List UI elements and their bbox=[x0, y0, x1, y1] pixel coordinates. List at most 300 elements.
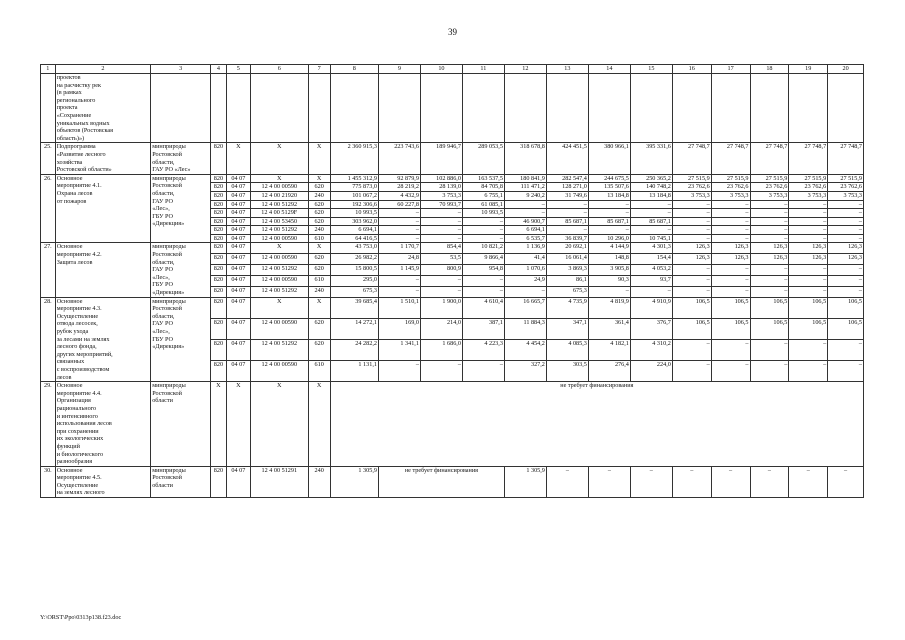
data-cell: – bbox=[420, 226, 462, 235]
data-cell: 1 900,0 bbox=[420, 297, 462, 318]
data-cell: 180 841,9 bbox=[504, 174, 546, 183]
column-number-17: 17 bbox=[711, 65, 750, 74]
data-cell bbox=[211, 74, 227, 143]
data-cell bbox=[250, 74, 308, 143]
column-number-18: 18 bbox=[750, 65, 789, 74]
row-number: 27. bbox=[41, 243, 56, 297]
data-cell: – bbox=[588, 209, 630, 218]
data-cell: 10 745,1 bbox=[630, 234, 672, 243]
data-cell: – bbox=[750, 226, 789, 235]
total-cell: 1 305,9 bbox=[330, 466, 378, 497]
data-cell: – bbox=[711, 265, 750, 276]
data-cell: 192 306,6 bbox=[330, 200, 378, 209]
data-cell: 820 bbox=[211, 234, 227, 243]
data-cell: 276,4 bbox=[588, 361, 630, 382]
data-cell: 3 753,3 bbox=[672, 191, 711, 200]
data-cell: 84 705,8 bbox=[462, 183, 504, 192]
data-cell: 04 07 bbox=[226, 243, 250, 254]
data-cell: 85 687,1 bbox=[588, 217, 630, 226]
row-number: 30. bbox=[41, 466, 56, 497]
data-cell: 4 610,4 bbox=[462, 297, 504, 318]
data-cell: X bbox=[250, 143, 308, 174]
data-cell: X bbox=[250, 243, 308, 254]
data-cell: 11 884,3 bbox=[504, 318, 546, 339]
data-cell: – bbox=[711, 339, 750, 360]
data-cell: 820 bbox=[211, 191, 227, 200]
data-cell: 620 bbox=[308, 217, 330, 226]
data-cell: – bbox=[789, 361, 828, 382]
data-cell: X bbox=[308, 297, 330, 318]
data-cell: – bbox=[672, 209, 711, 218]
data-cell: 775 873,0 bbox=[330, 183, 378, 192]
data-cell: 675,3 bbox=[330, 286, 378, 297]
data-cell: – bbox=[828, 234, 864, 243]
data-cell: 12 4 00 00590 bbox=[250, 275, 308, 286]
data-cell: 2 360 915,3 bbox=[330, 143, 378, 174]
data-cell: – bbox=[828, 200, 864, 209]
data-cell bbox=[504, 74, 546, 143]
data-cell: 4 144,9 bbox=[588, 243, 630, 254]
data-cell: X bbox=[308, 143, 330, 174]
data-cell: 620 bbox=[308, 265, 330, 276]
data-cell bbox=[378, 74, 420, 143]
data-cell: 12 4 00 00590 bbox=[250, 318, 308, 339]
column-number-3: 3 bbox=[151, 65, 211, 74]
data-cell: 4 910,9 bbox=[630, 297, 672, 318]
data-cell: 106,5 bbox=[828, 297, 864, 318]
data-cell: – bbox=[711, 226, 750, 235]
column-number-12: 12 bbox=[504, 65, 546, 74]
data-cell: 12 4 00 53450 bbox=[250, 217, 308, 226]
data-cell: 240 bbox=[308, 226, 330, 235]
data-cell: – bbox=[378, 286, 420, 297]
data-cell: 1 131,1 bbox=[330, 361, 378, 382]
data-cell bbox=[828, 74, 864, 143]
data-cell: 10 821,2 bbox=[462, 243, 504, 254]
data-cell: 111 471,2 bbox=[504, 183, 546, 192]
data-cell: – bbox=[828, 217, 864, 226]
data-cell: 1 170,7 bbox=[378, 243, 420, 254]
data-cell: 04 07 bbox=[226, 361, 250, 382]
column-number-7: 7 bbox=[308, 65, 330, 74]
data-cell: 16 665,7 bbox=[504, 297, 546, 318]
data-cell: – bbox=[588, 286, 630, 297]
data-cell: – bbox=[504, 286, 546, 297]
data-cell: 148,8 bbox=[588, 254, 630, 265]
program-name: Основное мероприятие 4.3. Осуществление отвода лесосек, рубок ухода за лесами на землях лесного фонда, других мероприятий, связанных с воспроизводством лесов bbox=[55, 297, 151, 382]
data-cell bbox=[462, 74, 504, 143]
data-cell: 387,1 bbox=[462, 318, 504, 339]
data-cell: 376,7 bbox=[630, 318, 672, 339]
data-cell: 12 4 00 00590 bbox=[250, 361, 308, 382]
data-cell: 126,3 bbox=[789, 254, 828, 265]
data-cell: 620 bbox=[308, 200, 330, 209]
data-cell: 60 227,8 bbox=[378, 200, 420, 209]
data-cell: – bbox=[789, 286, 828, 297]
data-cell: 92 879,9 bbox=[378, 174, 420, 183]
data-cell: – bbox=[462, 226, 504, 235]
table-row bbox=[41, 174, 864, 183]
data-cell: 04 07 bbox=[226, 183, 250, 192]
data-cell: – bbox=[630, 209, 672, 218]
data-cell: 101 067,2 bbox=[330, 191, 378, 200]
data-cell: 303 962,0 bbox=[330, 217, 378, 226]
data-cell: 41,4 bbox=[504, 254, 546, 265]
data-cell: – bbox=[672, 361, 711, 382]
data-cell: 820 bbox=[211, 254, 227, 265]
data-cell: 106,5 bbox=[789, 297, 828, 318]
data-cell bbox=[226, 74, 250, 143]
data-cell: 6 694,1 bbox=[330, 226, 378, 235]
data-cell: – bbox=[672, 234, 711, 243]
data-cell: – bbox=[546, 200, 588, 209]
table-row bbox=[41, 297, 864, 318]
code-cell: 820 bbox=[211, 466, 227, 497]
data-cell: 27 748,7 bbox=[672, 143, 711, 174]
data-cell: 295,0 bbox=[330, 275, 378, 286]
code-cell: X bbox=[250, 382, 308, 467]
data-cell: – bbox=[420, 209, 462, 218]
column-number-14: 14 bbox=[588, 65, 630, 74]
data-cell: 820 bbox=[211, 361, 227, 382]
data-cell: 28 219,2 bbox=[378, 183, 420, 192]
data-cell: 23 762,6 bbox=[750, 183, 789, 192]
data-cell: 102 886,0 bbox=[420, 174, 462, 183]
data-cell: 6 755,1 bbox=[462, 191, 504, 200]
data-cell: – bbox=[462, 234, 504, 243]
data-cell: 820 bbox=[211, 217, 227, 226]
column-number-5: 5 bbox=[226, 65, 250, 74]
data-cell: 24,9 bbox=[504, 275, 546, 286]
data-cell: 13 184,8 bbox=[630, 191, 672, 200]
data-cell: – bbox=[462, 286, 504, 297]
data-cell: 1 305,9 bbox=[504, 466, 546, 497]
data-cell: 224,0 bbox=[630, 361, 672, 382]
data-cell: – bbox=[750, 209, 789, 218]
page-number: 39 bbox=[448, 27, 457, 37]
column-number-20: 20 bbox=[828, 65, 864, 74]
column-number-1: 1 bbox=[41, 65, 56, 74]
data-cell: 26 982,2 bbox=[330, 254, 378, 265]
data-cell: 04 07 bbox=[226, 254, 250, 265]
data-cell: – bbox=[711, 200, 750, 209]
data-cell: – bbox=[750, 339, 789, 360]
data-cell: 610 bbox=[308, 234, 330, 243]
data-cell: 4 223,3 bbox=[462, 339, 504, 360]
data-cell: 12 4 00 51292 bbox=[250, 226, 308, 235]
data-cell: 04 07 bbox=[226, 297, 250, 318]
data-cell: X bbox=[308, 174, 330, 183]
data-cell: 1 145,9 bbox=[378, 265, 420, 276]
data-cell bbox=[711, 74, 750, 143]
data-cell: – bbox=[378, 275, 420, 286]
data-cell: – bbox=[504, 209, 546, 218]
data-cell: – bbox=[828, 275, 864, 286]
data-cell: – bbox=[750, 361, 789, 382]
data-cell: 106,5 bbox=[750, 318, 789, 339]
data-cell: 1 510,1 bbox=[378, 297, 420, 318]
data-cell: 4 301,3 bbox=[630, 243, 672, 254]
data-cell: 820 bbox=[211, 226, 227, 235]
data-cell: 70 993,7 bbox=[420, 200, 462, 209]
data-cell: – bbox=[828, 466, 864, 497]
data-cell: – bbox=[672, 217, 711, 226]
data-cell: – bbox=[750, 217, 789, 226]
data-cell: 9 866,4 bbox=[462, 254, 504, 265]
data-cell: 12 4 00 51292 bbox=[250, 339, 308, 360]
column-number-9: 9 bbox=[378, 65, 420, 74]
data-cell: 854,4 bbox=[420, 243, 462, 254]
data-cell: – bbox=[588, 466, 630, 497]
data-cell: – bbox=[672, 286, 711, 297]
data-cell: X bbox=[250, 297, 308, 318]
data-cell: 240 bbox=[308, 286, 330, 297]
data-cell: 126,3 bbox=[789, 243, 828, 254]
data-cell: 675,3 bbox=[546, 286, 588, 297]
data-cell: 126,3 bbox=[828, 243, 864, 254]
data-cell: 12 4 00 51292 bbox=[250, 200, 308, 209]
data-cell: – bbox=[462, 217, 504, 226]
data-cell: 820 bbox=[211, 183, 227, 192]
data-cell: – bbox=[789, 200, 828, 209]
data-cell: 12 4 00 00590 bbox=[250, 254, 308, 265]
data-cell: – bbox=[462, 275, 504, 286]
code-cell: 12 4 00 51291 bbox=[250, 466, 308, 497]
data-cell: 10 993,5 bbox=[462, 209, 504, 218]
data-cell: 820 bbox=[211, 286, 227, 297]
data-cell: 23 762,6 bbox=[711, 183, 750, 192]
data-cell bbox=[588, 74, 630, 143]
data-cell: – bbox=[378, 234, 420, 243]
data-cell: 395 331,6 bbox=[630, 143, 672, 174]
data-cell: – bbox=[546, 226, 588, 235]
data-cell: 15 800,5 bbox=[330, 265, 378, 276]
data-cell: 820 bbox=[211, 143, 227, 174]
data-cell: 106,5 bbox=[711, 297, 750, 318]
row-number: 28. bbox=[41, 297, 56, 382]
data-cell: – bbox=[789, 226, 828, 235]
data-cell: 800,9 bbox=[420, 265, 462, 276]
data-cell: 4 454,2 bbox=[504, 339, 546, 360]
data-cell: 3 869,3 bbox=[546, 265, 588, 276]
data-cell: 4 432,9 bbox=[378, 191, 420, 200]
data-cell: – bbox=[789, 265, 828, 276]
data-cell bbox=[330, 74, 378, 143]
data-cell: – bbox=[750, 234, 789, 243]
column-number-8: 8 bbox=[330, 65, 378, 74]
no-funding-note: не требует финансирования bbox=[330, 382, 863, 467]
data-cell: – bbox=[789, 275, 828, 286]
data-cell: 6 535,7 bbox=[504, 234, 546, 243]
data-cell: 820 bbox=[211, 209, 227, 218]
data-cell: 31 749,6 bbox=[546, 191, 588, 200]
data-cell: 04 07 bbox=[226, 275, 250, 286]
table-row bbox=[41, 466, 864, 497]
data-cell: 289 053,5 bbox=[462, 143, 504, 174]
data-cell: – bbox=[420, 275, 462, 286]
data-cell: – bbox=[630, 226, 672, 235]
data-cell: 154,4 bbox=[630, 254, 672, 265]
table-row bbox=[41, 143, 864, 174]
data-cell: 4 310,2 bbox=[630, 339, 672, 360]
data-cell: 954,8 bbox=[462, 265, 504, 276]
data-cell: 250 365,2 bbox=[630, 174, 672, 183]
data-cell: 361,4 bbox=[588, 318, 630, 339]
data-cell: 16 061,4 bbox=[546, 254, 588, 265]
data-cell: X bbox=[308, 243, 330, 254]
data-cell: 12 4 00 5129F bbox=[250, 209, 308, 218]
data-cell: 163 537,5 bbox=[462, 174, 504, 183]
data-cell: 126,3 bbox=[750, 243, 789, 254]
responsible-party bbox=[151, 74, 211, 143]
code-cell: X bbox=[226, 382, 250, 467]
data-cell: 20 692,1 bbox=[546, 243, 588, 254]
column-number-11: 11 bbox=[462, 65, 504, 74]
data-cell: 106,5 bbox=[789, 318, 828, 339]
data-cell: – bbox=[828, 209, 864, 218]
responsible-party: минприроды Ростовской области, ГАУ РО «Лес», ГБУ РО «Дирекция» bbox=[151, 297, 211, 382]
data-cell: 61 085,1 bbox=[462, 200, 504, 209]
data-cell bbox=[630, 74, 672, 143]
data-cell: 27 748,7 bbox=[789, 143, 828, 174]
data-cell: 27 515,9 bbox=[750, 174, 789, 183]
data-cell: 126,3 bbox=[711, 254, 750, 265]
data-cell: 12 4 00 51292 bbox=[250, 286, 308, 297]
data-cell: 04 07 bbox=[226, 200, 250, 209]
data-cell: 610 bbox=[308, 361, 330, 382]
data-cell: 620 bbox=[308, 339, 330, 360]
data-cell: 24 282,2 bbox=[330, 339, 378, 360]
data-cell: 126,3 bbox=[750, 254, 789, 265]
data-cell bbox=[308, 74, 330, 143]
data-cell: 244 675,5 bbox=[588, 174, 630, 183]
data-cell: 126,3 bbox=[672, 254, 711, 265]
data-cell: 1 686,0 bbox=[420, 339, 462, 360]
data-cell: – bbox=[828, 339, 864, 360]
data-cell: 27 515,9 bbox=[711, 174, 750, 183]
data-cell: 620 bbox=[308, 254, 330, 265]
data-cell: 12 4 00 21920 bbox=[250, 191, 308, 200]
data-cell: 04 07 bbox=[226, 174, 250, 183]
data-cell: – bbox=[630, 466, 672, 497]
data-cell: – bbox=[672, 339, 711, 360]
data-cell: 27 515,9 bbox=[789, 174, 828, 183]
column-number-19: 19 bbox=[789, 65, 828, 74]
data-cell: 1 070,6 bbox=[504, 265, 546, 276]
data-cell: 12 4 00 00590 bbox=[250, 234, 308, 243]
data-cell: 1 455 312,9 bbox=[330, 174, 378, 183]
data-cell: 3 753,3 bbox=[750, 191, 789, 200]
data-cell: 3 753,3 bbox=[420, 191, 462, 200]
data-cell: 39 685,4 bbox=[330, 297, 378, 318]
table-row bbox=[41, 243, 864, 254]
data-cell bbox=[789, 74, 828, 143]
data-cell: – bbox=[420, 286, 462, 297]
data-cell: 23 762,6 bbox=[672, 183, 711, 192]
data-cell: 318 678,8 bbox=[504, 143, 546, 174]
data-cell: 9 240,2 bbox=[504, 191, 546, 200]
data-cell: – bbox=[672, 200, 711, 209]
responsible-party: минприроды Ростовской области, ГАУ РО «Лес», ГБУ РО «Дирекция» bbox=[151, 243, 211, 297]
budget-table bbox=[40, 64, 864, 498]
row-number: 25. bbox=[41, 143, 56, 174]
data-cell: – bbox=[789, 209, 828, 218]
program-name: Подпрограмма «Развитие лесного хозяйства Ростовской области» bbox=[55, 143, 151, 174]
data-cell: – bbox=[420, 234, 462, 243]
data-cell: 820 bbox=[211, 297, 227, 318]
column-number-13: 13 bbox=[546, 65, 588, 74]
data-cell: – bbox=[711, 361, 750, 382]
data-cell: 04 07 bbox=[226, 191, 250, 200]
data-cell: – bbox=[588, 226, 630, 235]
data-cell: 106,5 bbox=[672, 318, 711, 339]
data-cell: – bbox=[462, 361, 504, 382]
data-cell: 28 139,0 bbox=[420, 183, 462, 192]
data-cell: – bbox=[828, 265, 864, 276]
data-cell: – bbox=[546, 466, 588, 497]
program-name: проектов на расчистку рек (в рамках регионального проекта «Сохранение уникальных водных объектов (Ростовская область)») bbox=[55, 74, 151, 143]
data-cell: 424 451,5 bbox=[546, 143, 588, 174]
data-cell: – bbox=[504, 200, 546, 209]
data-cell: – bbox=[630, 200, 672, 209]
data-cell: 93,7 bbox=[630, 275, 672, 286]
data-cell: 27 748,7 bbox=[711, 143, 750, 174]
column-number-16: 16 bbox=[672, 65, 711, 74]
program-name: Основное мероприятие 4.5. Осуществление на землях лесного bbox=[55, 466, 151, 497]
data-cell: 820 bbox=[211, 339, 227, 360]
no-funding-note: не требует финансирования bbox=[378, 466, 504, 497]
data-cell: – bbox=[672, 275, 711, 286]
data-cell: – bbox=[711, 275, 750, 286]
data-cell: 223 743,6 bbox=[378, 143, 420, 174]
data-cell: 620 bbox=[308, 183, 330, 192]
data-cell: – bbox=[420, 361, 462, 382]
data-cell: – bbox=[789, 217, 828, 226]
data-cell: – bbox=[750, 265, 789, 276]
file-path-footer: Y:\ORST\Ppo\0313p138.f23.doc bbox=[40, 614, 122, 621]
data-cell: – bbox=[711, 209, 750, 218]
data-cell: 610 bbox=[308, 275, 330, 286]
data-cell bbox=[750, 74, 789, 143]
data-cell: 820 bbox=[211, 265, 227, 276]
data-cell: 240 bbox=[308, 191, 330, 200]
data-cell: 64 416,5 bbox=[330, 234, 378, 243]
data-cell: – bbox=[672, 265, 711, 276]
data-cell: 23 762,6 bbox=[828, 183, 864, 192]
data-cell: – bbox=[711, 286, 750, 297]
data-cell: – bbox=[378, 217, 420, 226]
data-cell: – bbox=[711, 217, 750, 226]
data-cell: 53,5 bbox=[420, 254, 462, 265]
data-cell: 14 272,1 bbox=[330, 318, 378, 339]
data-cell: 27 515,9 bbox=[828, 174, 864, 183]
data-cell: 1 341,1 bbox=[378, 339, 420, 360]
data-cell: 303,5 bbox=[546, 361, 588, 382]
data-cell: – bbox=[711, 234, 750, 243]
data-cell: – bbox=[828, 361, 864, 382]
data-cell: 86,1 bbox=[546, 275, 588, 286]
data-cell: 282 547,4 bbox=[546, 174, 588, 183]
data-cell: 4 053,2 bbox=[630, 265, 672, 276]
data-cell: – bbox=[672, 466, 711, 497]
data-cell: 3 753,3 bbox=[789, 191, 828, 200]
column-number-row bbox=[41, 65, 864, 74]
responsible-party: минприроды Ростовской области, ГАУ РО «Лес» bbox=[151, 143, 211, 174]
column-number-4: 4 bbox=[211, 65, 227, 74]
data-cell: 04 07 bbox=[226, 209, 250, 218]
data-cell: 4 085,3 bbox=[546, 339, 588, 360]
data-cell: 128 271,0 bbox=[546, 183, 588, 192]
